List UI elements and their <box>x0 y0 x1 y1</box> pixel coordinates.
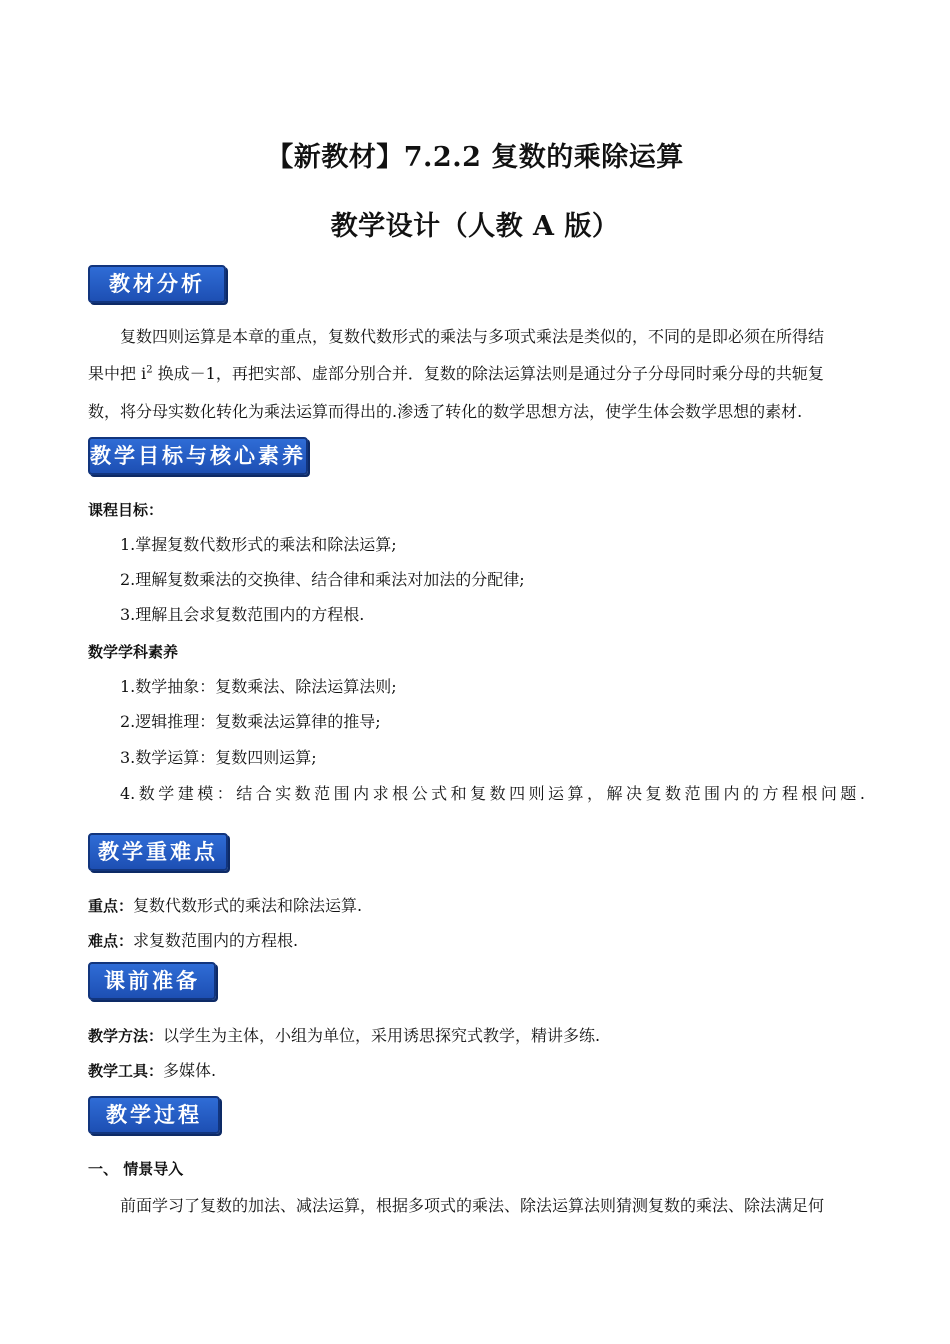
analysis-line-2-pre: 果中把 i <box>88 364 147 383</box>
section-badge-goals: 教学目标与核心素养 <box>88 437 308 475</box>
teaching-tools <box>88 1061 863 1081</box>
key-point-label: 重点： <box>88 897 134 915</box>
difficult-point-label: 难点： <box>88 932 134 950</box>
analysis-line-2 <box>88 364 863 384</box>
analysis-line-2-post: 换成－1，再把实部、虚部分别合并．复数的除法运算法则是通过分子分母同时乘分母的共轭复 <box>152 364 824 383</box>
process-step-text: 前面学习了复数的加法、减法运算，根据多项式的乘法、除法运算法则猜测复数的乘法、除法满足何 <box>120 1196 825 1215</box>
teaching-tools-text: 多媒体. <box>163 1061 217 1080</box>
course-goal-item: 2.理解复数乘法的交换律、结合律和乘法对加法的分配律; <box>120 570 525 589</box>
difficult-point <box>88 931 863 951</box>
section-badge-keypoints: 教学重难点 <box>88 833 228 871</box>
teaching-method-label: 教学方法： <box>88 1027 164 1045</box>
analysis-line-3: 数，将分母实数化转化为乘法运算而得出的.渗透了转化的数学思想方法，使学生体会数学思想的素材. <box>88 402 803 421</box>
section-badge-analysis: 教材分析 <box>88 265 226 303</box>
teaching-method-text: 以学生为主体，小组为单位，采用诱思探究式教学，精讲多练. <box>163 1026 601 1045</box>
key-point-text: 复数代数形式的乘法和除法运算. <box>133 896 363 915</box>
difficult-point-text: 求复数范围内的方程根. <box>133 931 299 950</box>
literacy-heading: 数学学科素养 <box>88 643 179 661</box>
literacy-item: 1.数学抽象：复数乘法、除法运算法则; <box>120 677 397 696</box>
course-goal-item: 1.掌握复数代数形式的乘法和除法运算; <box>120 535 397 554</box>
process-step-heading: 一、 情景导入 <box>88 1160 184 1178</box>
document-subtitle: 教学设计（人教 A 版） <box>330 211 620 242</box>
course-goals-heading: 课程目标： <box>88 501 164 519</box>
superscript: 2 <box>146 364 153 376</box>
section-badge-prep: 课前准备 <box>88 962 216 1000</box>
teaching-method <box>88 1026 863 1046</box>
literacy-item: 4.数学建模：结合实数范围内求根公式和复数四则运算，解决复数范围内的方程根问题. <box>120 784 865 803</box>
key-point <box>88 896 863 916</box>
literacy-item: 2.逻辑推理：复数乘法运算律的推导; <box>120 712 381 731</box>
analysis-line-1: 复数四则运算是本章的重点，复数代数形式的乘法与多项式乘法是类似的，不同的是即必须在所得结 <box>120 327 825 346</box>
section-badge-process: 教学过程 <box>88 1096 220 1134</box>
literacy-item: 3.数学运算：复数四则运算; <box>120 748 317 767</box>
document-title: 【新教材】7.2.2 复数的乘除运算 <box>266 142 684 173</box>
course-goal-item: 3.理解且会求复数范围内的方程根. <box>120 605 365 624</box>
teaching-tools-label: 教学工具： <box>88 1062 164 1080</box>
